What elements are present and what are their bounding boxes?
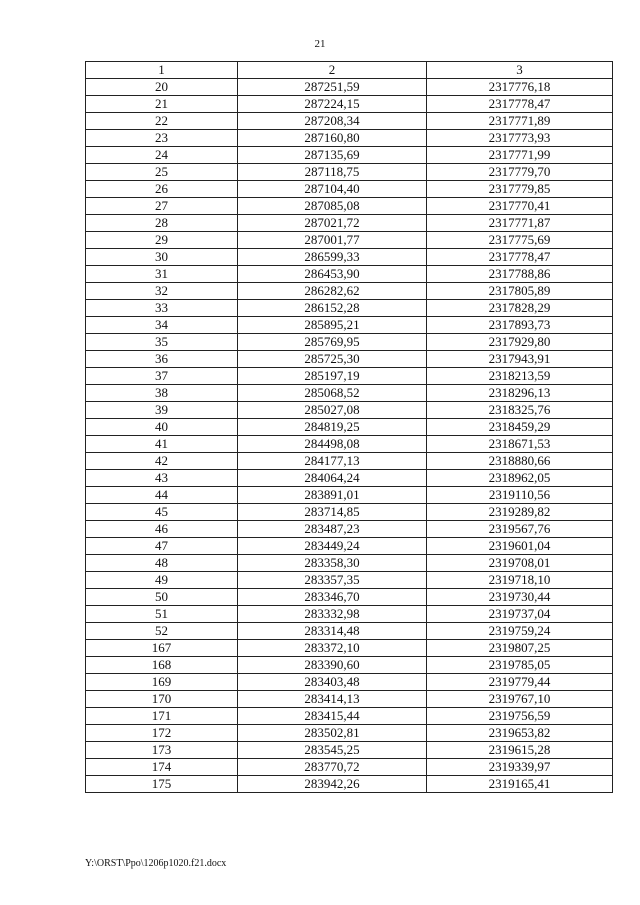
y-coordinate-cell: 2317773,93 xyxy=(427,130,613,147)
point-number-cell: 48 xyxy=(86,555,238,572)
table-row xyxy=(86,623,613,640)
point-number-cell: 47 xyxy=(86,538,238,555)
x-coordinate-cell: 284819,25 xyxy=(238,419,427,436)
y-coordinate-cell: 2317771,89 xyxy=(427,113,613,130)
y-coordinate-cell: 2317929,80 xyxy=(427,334,613,351)
point-number-cell: 31 xyxy=(86,266,238,283)
x-coordinate-cell: 286152,28 xyxy=(238,300,427,317)
y-coordinate-cell: 2319807,25 xyxy=(427,640,613,657)
x-coordinate-cell: 287135,69 xyxy=(238,147,427,164)
point-number-cell: 28 xyxy=(86,215,238,232)
column-header: 2 xyxy=(238,62,427,79)
table-row xyxy=(86,96,613,113)
table-row xyxy=(86,657,613,674)
y-coordinate-cell: 2319730,44 xyxy=(427,589,613,606)
table-row xyxy=(86,742,613,759)
y-coordinate-cell: 2317775,69 xyxy=(427,232,613,249)
x-coordinate-cell: 287208,34 xyxy=(238,113,427,130)
table-row xyxy=(86,572,613,589)
x-coordinate-cell: 287118,75 xyxy=(238,164,427,181)
y-coordinate-cell: 2318880,66 xyxy=(427,453,613,470)
y-coordinate-cell: 2317788,86 xyxy=(427,266,613,283)
x-coordinate-cell: 283332,98 xyxy=(238,606,427,623)
x-coordinate-cell: 287104,40 xyxy=(238,181,427,198)
y-coordinate-cell: 2317805,89 xyxy=(427,283,613,300)
x-coordinate-cell: 287001,77 xyxy=(238,232,427,249)
table-row xyxy=(86,300,613,317)
point-number-cell: 174 xyxy=(86,759,238,776)
point-number-cell: 39 xyxy=(86,402,238,419)
table-row xyxy=(86,79,613,96)
y-coordinate-cell: 2319110,56 xyxy=(427,487,613,504)
table-row xyxy=(86,555,613,572)
table-row xyxy=(86,776,613,793)
footer-file-path: Y:\ORST\Ppo\1206p1020.f21.docx xyxy=(85,858,227,869)
table-row xyxy=(86,538,613,555)
x-coordinate-cell: 283415,44 xyxy=(238,708,427,725)
y-coordinate-cell: 2317779,85 xyxy=(427,181,613,198)
point-number-cell: 46 xyxy=(86,521,238,538)
x-coordinate-cell: 285197,19 xyxy=(238,368,427,385)
y-coordinate-cell: 2319289,82 xyxy=(427,504,613,521)
point-number-cell: 23 xyxy=(86,130,238,147)
point-number-cell: 30 xyxy=(86,249,238,266)
table-row xyxy=(86,113,613,130)
table-row xyxy=(86,725,613,742)
x-coordinate-cell: 283390,60 xyxy=(238,657,427,674)
x-coordinate-cell: 283346,70 xyxy=(238,589,427,606)
x-coordinate-cell: 283358,30 xyxy=(238,555,427,572)
x-coordinate-cell: 284064,24 xyxy=(238,470,427,487)
table-row xyxy=(86,368,613,385)
x-coordinate-cell: 284177,13 xyxy=(238,453,427,470)
x-coordinate-cell: 285769,95 xyxy=(238,334,427,351)
table-row xyxy=(86,283,613,300)
table-row xyxy=(86,249,613,266)
y-coordinate-cell: 2317770,41 xyxy=(427,198,613,215)
table-row xyxy=(86,487,613,504)
y-coordinate-cell: 2317778,47 xyxy=(427,249,613,266)
y-coordinate-cell: 2318325,76 xyxy=(427,402,613,419)
point-number-cell: 42 xyxy=(86,453,238,470)
table-row xyxy=(86,232,613,249)
table-row xyxy=(86,317,613,334)
table-row xyxy=(86,164,613,181)
point-number-cell: 24 xyxy=(86,147,238,164)
x-coordinate-cell: 287021,72 xyxy=(238,215,427,232)
point-number-cell: 21 xyxy=(86,96,238,113)
x-coordinate-cell: 283414,13 xyxy=(238,691,427,708)
table-row xyxy=(86,130,613,147)
point-number-cell: 38 xyxy=(86,385,238,402)
y-coordinate-cell: 2319615,28 xyxy=(427,742,613,759)
table-row xyxy=(86,589,613,606)
x-coordinate-cell: 286599,33 xyxy=(238,249,427,266)
table-row xyxy=(86,198,613,215)
y-coordinate-cell: 2319785,05 xyxy=(427,657,613,674)
point-number-cell: 41 xyxy=(86,436,238,453)
y-coordinate-cell: 2317776,18 xyxy=(427,79,613,96)
table-row xyxy=(86,266,613,283)
point-number-cell: 27 xyxy=(86,198,238,215)
x-coordinate-cell: 287251,59 xyxy=(238,79,427,96)
y-coordinate-cell: 2319737,04 xyxy=(427,606,613,623)
point-number-cell: 33 xyxy=(86,300,238,317)
y-coordinate-cell: 2318962,05 xyxy=(427,470,613,487)
x-coordinate-cell: 285895,21 xyxy=(238,317,427,334)
table-row xyxy=(86,708,613,725)
table-row xyxy=(86,181,613,198)
x-coordinate-cell: 286282,62 xyxy=(238,283,427,300)
point-number-cell: 35 xyxy=(86,334,238,351)
point-number-cell: 50 xyxy=(86,589,238,606)
x-coordinate-cell: 283770,72 xyxy=(238,759,427,776)
point-number-cell: 26 xyxy=(86,181,238,198)
point-number-cell: 49 xyxy=(86,572,238,589)
table-row xyxy=(86,385,613,402)
table-row xyxy=(86,504,613,521)
x-coordinate-cell: 283314,48 xyxy=(238,623,427,640)
x-coordinate-cell: 287224,15 xyxy=(238,96,427,113)
y-coordinate-cell: 2319756,59 xyxy=(427,708,613,725)
x-coordinate-cell: 285725,30 xyxy=(238,351,427,368)
table-row xyxy=(86,215,613,232)
table-row xyxy=(86,147,613,164)
point-number-cell: 171 xyxy=(86,708,238,725)
table-header-row xyxy=(86,62,613,79)
y-coordinate-cell: 2319165,41 xyxy=(427,776,613,793)
point-number-cell: 40 xyxy=(86,419,238,436)
point-number-cell: 45 xyxy=(86,504,238,521)
y-coordinate-cell: 2318213,59 xyxy=(427,368,613,385)
table-row xyxy=(86,521,613,538)
x-coordinate-cell: 285068,52 xyxy=(238,385,427,402)
point-number-cell: 36 xyxy=(86,351,238,368)
y-coordinate-cell: 2319567,76 xyxy=(427,521,613,538)
x-coordinate-cell: 283487,23 xyxy=(238,521,427,538)
x-coordinate-cell: 283714,85 xyxy=(238,504,427,521)
y-coordinate-cell: 2317778,47 xyxy=(427,96,613,113)
table-row xyxy=(86,606,613,623)
y-coordinate-cell: 2318296,13 xyxy=(427,385,613,402)
x-coordinate-cell: 284498,08 xyxy=(238,436,427,453)
x-coordinate-cell: 283372,10 xyxy=(238,640,427,657)
x-coordinate-cell: 283403,48 xyxy=(238,674,427,691)
y-coordinate-cell: 2317893,73 xyxy=(427,317,613,334)
column-header: 1 xyxy=(86,62,238,79)
column-header: 3 xyxy=(427,62,613,79)
table-body xyxy=(86,79,613,793)
table-row xyxy=(86,402,613,419)
point-number-cell: 32 xyxy=(86,283,238,300)
table-row xyxy=(86,419,613,436)
point-number-cell: 175 xyxy=(86,776,238,793)
table-row xyxy=(86,470,613,487)
point-number-cell: 172 xyxy=(86,725,238,742)
y-coordinate-cell: 2319767,10 xyxy=(427,691,613,708)
y-coordinate-cell: 2318459,29 xyxy=(427,419,613,436)
x-coordinate-cell: 286453,90 xyxy=(238,266,427,283)
x-coordinate-cell: 283545,25 xyxy=(238,742,427,759)
point-number-cell: 173 xyxy=(86,742,238,759)
point-number-cell: 44 xyxy=(86,487,238,504)
x-coordinate-cell: 283502,81 xyxy=(238,725,427,742)
table-row xyxy=(86,674,613,691)
y-coordinate-cell: 2319718,10 xyxy=(427,572,613,589)
point-number-cell: 43 xyxy=(86,470,238,487)
y-coordinate-cell: 2319779,44 xyxy=(427,674,613,691)
coordinates-table xyxy=(85,61,613,793)
table-row xyxy=(86,691,613,708)
point-number-cell: 22 xyxy=(86,113,238,130)
y-coordinate-cell: 2319653,82 xyxy=(427,725,613,742)
x-coordinate-cell: 283891,01 xyxy=(238,487,427,504)
table-row xyxy=(86,640,613,657)
x-coordinate-cell: 283449,24 xyxy=(238,538,427,555)
x-coordinate-cell: 287160,80 xyxy=(238,130,427,147)
y-coordinate-cell: 2317828,29 xyxy=(427,300,613,317)
y-coordinate-cell: 2317771,87 xyxy=(427,215,613,232)
y-coordinate-cell: 2319708,01 xyxy=(427,555,613,572)
point-number-cell: 29 xyxy=(86,232,238,249)
table-row xyxy=(86,334,613,351)
point-number-cell: 51 xyxy=(86,606,238,623)
point-number-cell: 168 xyxy=(86,657,238,674)
point-number-cell: 20 xyxy=(86,79,238,96)
point-number-cell: 34 xyxy=(86,317,238,334)
point-number-cell: 52 xyxy=(86,623,238,640)
y-coordinate-cell: 2319339,97 xyxy=(427,759,613,776)
table-row xyxy=(86,436,613,453)
y-coordinate-cell: 2318671,53 xyxy=(427,436,613,453)
y-coordinate-cell: 2317943,91 xyxy=(427,351,613,368)
x-coordinate-cell: 283942,26 xyxy=(238,776,427,793)
table-row xyxy=(86,351,613,368)
x-coordinate-cell: 283357,35 xyxy=(238,572,427,589)
point-number-cell: 37 xyxy=(86,368,238,385)
x-coordinate-cell: 287085,08 xyxy=(238,198,427,215)
table-row xyxy=(86,453,613,470)
page-number: 21 xyxy=(314,38,326,50)
y-coordinate-cell: 2317771,99 xyxy=(427,147,613,164)
x-coordinate-cell: 285027,08 xyxy=(238,402,427,419)
point-number-cell: 167 xyxy=(86,640,238,657)
y-coordinate-cell: 2317779,70 xyxy=(427,164,613,181)
point-number-cell: 170 xyxy=(86,691,238,708)
point-number-cell: 169 xyxy=(86,674,238,691)
y-coordinate-cell: 2319601,04 xyxy=(427,538,613,555)
table-row xyxy=(86,759,613,776)
y-coordinate-cell: 2319759,24 xyxy=(427,623,613,640)
point-number-cell: 25 xyxy=(86,164,238,181)
